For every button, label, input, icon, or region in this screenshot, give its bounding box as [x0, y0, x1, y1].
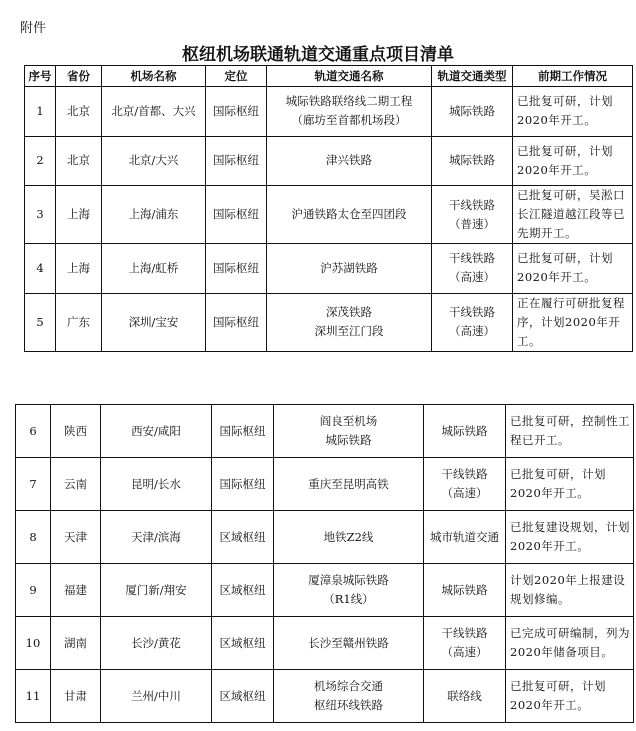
position-cell: 国际枢纽: [206, 244, 267, 294]
airport-cell: 西安/咸阳: [101, 405, 212, 458]
rail-name-cell: [274, 617, 424, 670]
airport-cell: 长沙/黄花: [101, 617, 212, 670]
province-cell: 湖南: [51, 617, 101, 670]
header-province: 省份: [56, 66, 102, 87]
rail-type-cell-line: 城际铁路: [441, 423, 488, 438]
rail-name-cell-line: 津兴铁路: [326, 153, 372, 168]
page-title: 枢纽机场联通轨道交通重点项目清单: [182, 45, 454, 65]
rail-type-cell-line: （高速）: [441, 486, 488, 500]
rail-type-cell-line: 城际铁路: [449, 103, 495, 118]
header-status: 前期工作情况: [513, 66, 633, 87]
airport-cell: 北京/首都、大兴: [102, 87, 206, 137]
project-table-part2: [15, 404, 634, 723]
airport-cell: 深圳/宝安: [102, 293, 206, 351]
table-row: [16, 564, 634, 617]
rail-type-cell-line: 城市轨道交通: [430, 529, 499, 544]
rail-type-cell-line: （高速）: [449, 324, 495, 338]
airport-cell: 上海/虹桥: [102, 244, 206, 294]
rail-name-cell-line: 深茂铁路: [326, 305, 372, 319]
rail-type-cell-line: （高速）: [441, 645, 488, 659]
airport-cell: 北京/大兴: [102, 136, 206, 186]
position-cell: 区域枢纽: [212, 617, 274, 670]
rail-type-cell: [424, 670, 506, 723]
airport-cell: 昆明/长水: [101, 458, 212, 511]
province-cell: 云南: [51, 458, 101, 511]
header-rail-name: 轨道交通名称: [267, 66, 432, 87]
status-cell: 已批复可研，计划2020年开工。: [506, 458, 634, 511]
rail-name-cell: [267, 244, 432, 294]
row-number: 8: [16, 511, 51, 564]
table-row: [16, 458, 634, 511]
header-rail-type: 轨道交通类型: [432, 66, 513, 87]
rail-type-cell-line: （高速）: [449, 270, 495, 285]
province-cell: 北京: [56, 136, 102, 186]
rail-type-cell-line: 干线铁路: [441, 467, 488, 481]
position-cell: 国际枢纽: [206, 136, 267, 186]
row-number: 6: [16, 405, 51, 458]
airport-cell: 兰州/中川: [101, 670, 212, 723]
rail-type-cell-line: 城际铁路: [441, 582, 488, 597]
status-cell: 计划2020年上报建设规划修编。: [506, 564, 634, 617]
header-position: 定位: [206, 66, 267, 87]
status-cell: 已批复建设规划，计划2020年开工。: [506, 511, 634, 564]
province-cell: 上海: [56, 186, 102, 244]
table-header-row: [25, 66, 633, 87]
status-cell: 正在履行可研批复程序，计划2020年开工。: [513, 293, 633, 351]
rail-name-cell: [274, 564, 424, 617]
rail-name-cell-line: 厦漳泉城际铁路: [308, 573, 389, 587]
rail-name-cell: [274, 670, 424, 723]
status-cell: 已完成可研编制，列为2020年储备项目。: [506, 617, 634, 670]
rail-type-cell: [432, 244, 513, 294]
rail-name-cell-line: 阎良至机场: [319, 414, 378, 428]
status-cell: 已批复可研，控制性工程已开工。: [506, 405, 634, 458]
rail-type-cell-line: （普速）: [449, 216, 495, 231]
rail-type-cell: [424, 617, 506, 670]
table-row: [16, 670, 634, 723]
rail-type-cell-line: 干线铁路: [449, 197, 495, 212]
table-row: [25, 186, 633, 244]
airport-cell: 厦门新/翔安: [101, 564, 212, 617]
row-number: 7: [16, 458, 51, 511]
status-cell: 已批复可研，计划2020年开工。: [513, 136, 633, 186]
position-cell: 国际枢纽: [206, 87, 267, 137]
rail-name-cell-line: （廊坊至首都机场段）: [291, 113, 407, 128]
status-cell: 已批复可研，计划2020年开工。: [513, 244, 633, 294]
rail-type-cell-line: 联络线: [447, 688, 482, 703]
rail-name-cell: [274, 458, 424, 511]
rail-name-cell: [267, 136, 432, 186]
row-number: 1: [25, 87, 56, 137]
province-cell: 北京: [56, 87, 102, 137]
table-row: [25, 136, 633, 186]
row-number: 11: [16, 670, 51, 723]
rail-name-cell: [274, 405, 424, 458]
position-cell: 国际枢纽: [206, 186, 267, 244]
rail-name-cell-line: （R1线）: [323, 592, 374, 606]
status-cell: 已批复可研，吴淞口长江隧道越江段等已先期开工。: [513, 186, 633, 244]
table-row: [16, 511, 634, 564]
table-row: [16, 405, 634, 458]
row-number: 4: [25, 244, 56, 294]
rail-name-cell-line: 枢纽环线铁路: [314, 698, 383, 712]
position-cell: 区域枢纽: [212, 511, 274, 564]
rail-name-cell-line: 沪苏湖铁路: [320, 260, 378, 275]
row-number: 2: [25, 136, 56, 186]
province-cell: 天津: [51, 511, 101, 564]
position-cell: 国际枢纽: [206, 293, 267, 351]
rail-type-cell: [432, 293, 513, 351]
position-cell: 区域枢纽: [212, 564, 274, 617]
rail-type-cell: [432, 87, 513, 137]
rail-name-cell-line: 城际铁路联络线二期工程: [285, 94, 413, 109]
rail-name-cell: [267, 293, 432, 351]
rail-type-cell-line: 干线铁路: [449, 251, 495, 266]
project-table-part1: [24, 65, 633, 352]
airport-cell: 天津/滨海: [101, 511, 212, 564]
attachment-label: 附件: [20, 21, 47, 36]
rail-name-cell-line: 重庆至昆明高铁: [308, 476, 389, 491]
row-number: 10: [16, 617, 51, 670]
province-cell: 广东: [56, 293, 102, 351]
rail-type-cell-line: 城际铁路: [449, 153, 495, 168]
province-cell: 甘肃: [51, 670, 101, 723]
province-cell: 上海: [56, 244, 102, 294]
rail-name-cell-line: 城际铁路: [325, 433, 372, 447]
rail-name-cell-line: 地铁Z2线: [323, 529, 374, 544]
rail-type-cell: [432, 136, 513, 186]
header-airport: 机场名称: [102, 66, 206, 87]
rail-type-cell: [424, 405, 506, 458]
status-cell: 已批复可研，计划2020年开工。: [513, 87, 633, 137]
row-number: 5: [25, 293, 56, 351]
position-cell: 区域枢纽: [212, 670, 274, 723]
province-cell: 福建: [51, 564, 101, 617]
rail-name-cell: [267, 87, 432, 137]
rail-type-cell-line: 干线铁路: [449, 305, 495, 319]
table-row: [25, 244, 633, 294]
table-row: [16, 617, 634, 670]
rail-type-cell: [432, 186, 513, 244]
rail-name-cell-line: 沪通铁路太仓至四团段: [291, 207, 407, 221]
header-no: 序号: [25, 66, 56, 87]
table-row: [25, 293, 633, 351]
rail-type-cell: [424, 458, 506, 511]
position-cell: 国际枢纽: [212, 458, 274, 511]
rail-type-cell: [424, 511, 506, 564]
row-number: 3: [25, 186, 56, 244]
rail-name-cell-line: 长沙至赣州铁路: [308, 635, 389, 650]
province-cell: 陕西: [51, 405, 101, 458]
rail-name-cell-line: 机场综合交通: [314, 679, 383, 693]
status-cell: 已批复可研，计划2020年开工。: [506, 670, 634, 723]
rail-type-cell-line: 干线铁路: [441, 626, 488, 640]
table-row: [25, 87, 633, 137]
row-number: 9: [16, 564, 51, 617]
rail-name-cell-line: 深圳至江门段: [314, 324, 384, 338]
rail-name-cell: [267, 186, 432, 244]
rail-name-cell: [274, 511, 424, 564]
airport-cell: 上海/浦东: [102, 186, 206, 244]
position-cell: 国际枢纽: [212, 405, 274, 458]
rail-type-cell: [424, 564, 506, 617]
